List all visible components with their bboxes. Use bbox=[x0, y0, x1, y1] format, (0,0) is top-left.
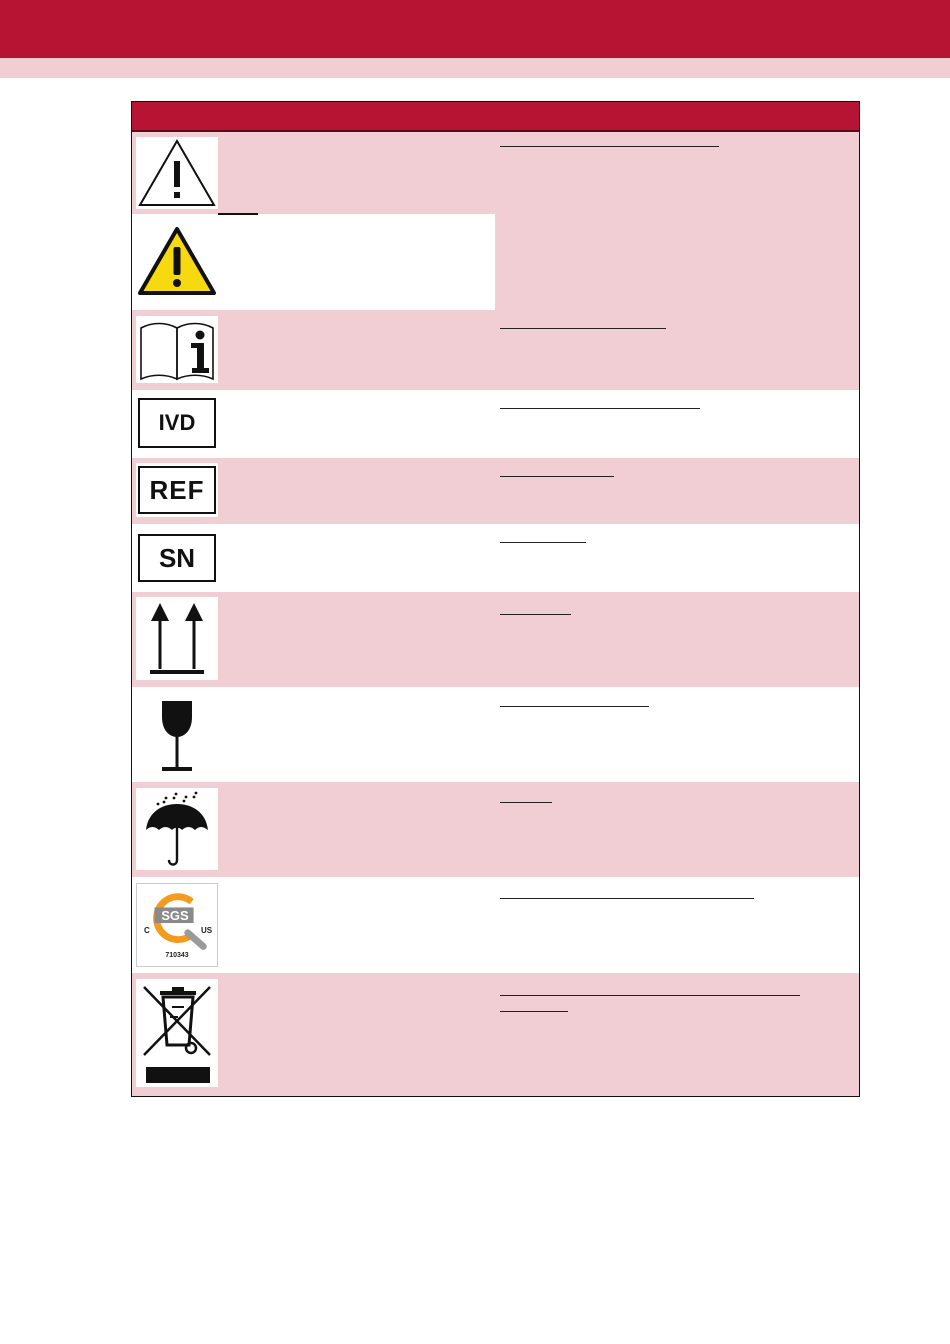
table-row bbox=[132, 877, 859, 973]
consult-instructions-icon bbox=[136, 316, 218, 383]
description-underline bbox=[500, 898, 754, 899]
caution-outline-triangle-icon bbox=[136, 137, 218, 209]
symbols-table bbox=[131, 101, 860, 1097]
sn-text: SN bbox=[138, 534, 216, 582]
table-row bbox=[132, 973, 859, 1096]
sgs-right-text: US bbox=[201, 926, 213, 935]
keep-dry-umbrella-icon bbox=[136, 788, 218, 870]
ref-label-icon bbox=[136, 463, 218, 517]
fragile-glass-icon bbox=[136, 695, 218, 777]
weee-crossed-bin-icon bbox=[136, 979, 218, 1087]
table-row bbox=[132, 687, 859, 782]
description-underline bbox=[500, 995, 800, 996]
description-underline bbox=[500, 802, 552, 803]
table-row bbox=[132, 390, 859, 458]
this-way-up-icon bbox=[136, 597, 218, 680]
description-underline bbox=[500, 146, 719, 147]
table-row bbox=[132, 524, 859, 592]
sgs-certification-mark-icon bbox=[136, 883, 218, 967]
ref-text: REF bbox=[138, 466, 216, 514]
table-row bbox=[132, 592, 859, 687]
sn-label-icon bbox=[136, 531, 218, 585]
sgs-left-text: C bbox=[144, 926, 150, 935]
table-row bbox=[132, 132, 859, 310]
description-underline bbox=[500, 328, 666, 329]
sgs-mark-text: SGS bbox=[161, 908, 189, 923]
sgs-number-text: 710343 bbox=[165, 952, 189, 959]
description-underline bbox=[500, 706, 649, 707]
table-row bbox=[132, 310, 859, 390]
ivd-text: IVD bbox=[138, 398, 216, 448]
header-band bbox=[0, 0, 950, 58]
table-row bbox=[132, 458, 859, 524]
header-sub-band bbox=[0, 58, 950, 78]
ivd-label-icon bbox=[136, 395, 218, 451]
cell-rule-mark bbox=[218, 213, 258, 215]
description-underline bbox=[500, 1011, 568, 1012]
description-underline bbox=[500, 476, 614, 477]
table-header bbox=[132, 102, 859, 132]
warning-yellow-triangle-icon bbox=[136, 225, 218, 297]
description-underline bbox=[500, 542, 586, 543]
table-row bbox=[132, 782, 859, 877]
description-underline bbox=[500, 408, 700, 409]
description-underline bbox=[500, 614, 571, 615]
